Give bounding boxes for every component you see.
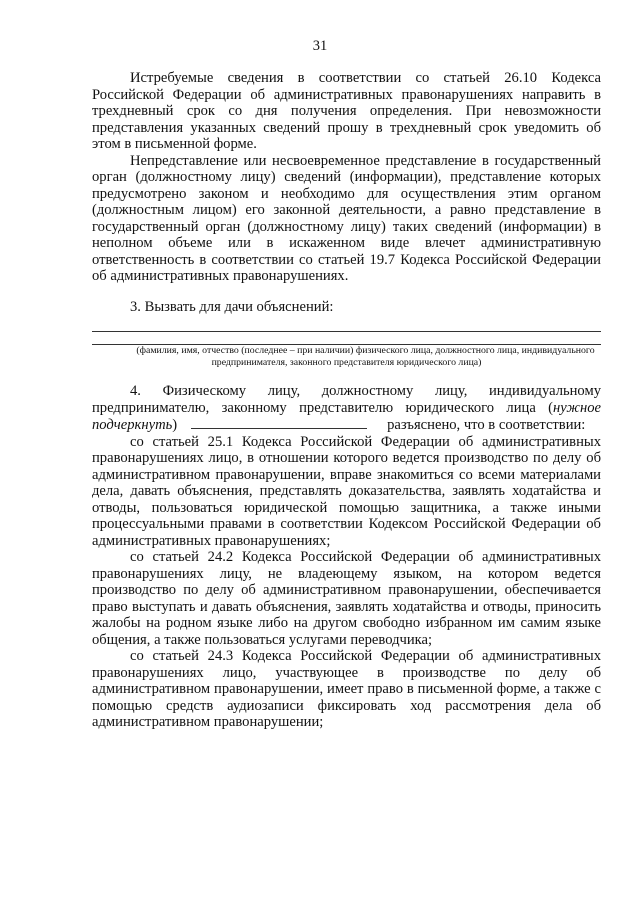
item-4-explanation — [92, 383, 601, 434]
paragraph-requested-info: Истребуемые сведения в соответствии со статьей 26.10 Кодекса Российской Федерации об административных правонарушениях направить в трехдневный срок со дня получения определения. При невозможности представления указанных сведений прошу в трехдневный срок уведомить об этом в письменной форме. — [92, 70, 601, 152]
item-4-text-end: разъяснено, что в соответствии: — [387, 417, 586, 433]
paragraph-liability: Непредставление или несвоевременное представление в государственный орган (должностному лицу) сведений (информации), представление которых предусмотрено законом и необходимо для осуществления этим органом (должностным лицом) его законной деятельности, а равно представление в государственный орган (должностному лицу) таких сведений (информации) в неполном объеме или в искаженном виде влечет административную ответственность в соответствии со статьей 19.7 Кодекса Российской Федерации об административных правонарушениях. — [92, 152, 601, 284]
document-body — [92, 70, 601, 731]
spacer — [92, 369, 601, 383]
paragraph-article-24-2: со статьей 24.2 Кодекса Российской Федерации об административных правонарушениях лицу, не владеющему языком, на котором ведется производство по делу об административном правонарушении, обеспечивается право выступать и давать объяснения, заявлять ходатайства и отводы, приносить жалобы на родном языке либо на другом свободно избранном им самим языке общения, а также пользоваться услугами переводчика; — [92, 549, 601, 648]
item-4-text-start: 4. Физическому лицу, должностному лицу, индивидуальному предпринимателю, законному представителю юридического лица ( — [92, 383, 601, 416]
fill-line-name-1 — [92, 331, 601, 332]
paragraph-article-24-3: со статьей 24.3 Кодекса Российской Федерации об административных правонарушениях лицо, участвующее в производстве по делу об административном правонарушении, имеет право в письменной форме, а также с помощью средств аудиозаписи фиксировать ход рассмотрения дела об административном правонарушении; — [92, 648, 601, 730]
item-4-text-mid: ) — [172, 417, 178, 433]
paragraph-article-25-1: со статьей 25.1 Кодекса Российской Федерации об административных правонарушениях лицо, в отношении которого ведется производство по делу об административном правонарушении, вправе знакомиться со всеми материалами дела, давать объяснения, представлять доказательства, заявлять ходатайства и отводы, пользоваться юридической помощью защитника, а также иными процессуальными правами в соответствии Кодексом Российской Федерации об административных правонарушениях; — [92, 433, 601, 549]
page-number: 31 — [312, 38, 328, 54]
item-4-fill-line — [191, 416, 367, 429]
item-3-summon: 3. Вызвать для дачи объяснений: — [130, 298, 334, 315]
item-4-italic-note: нужное подчеркнуть — [92, 399, 601, 433]
spacer — [92, 285, 601, 299]
fill-line-caption: (фамилия, имя, отчество (последнее – при наличии) физического лица, должностного лица, индивидуального предпринимателя, законного представителя юридического лица) — [136, 345, 595, 368]
